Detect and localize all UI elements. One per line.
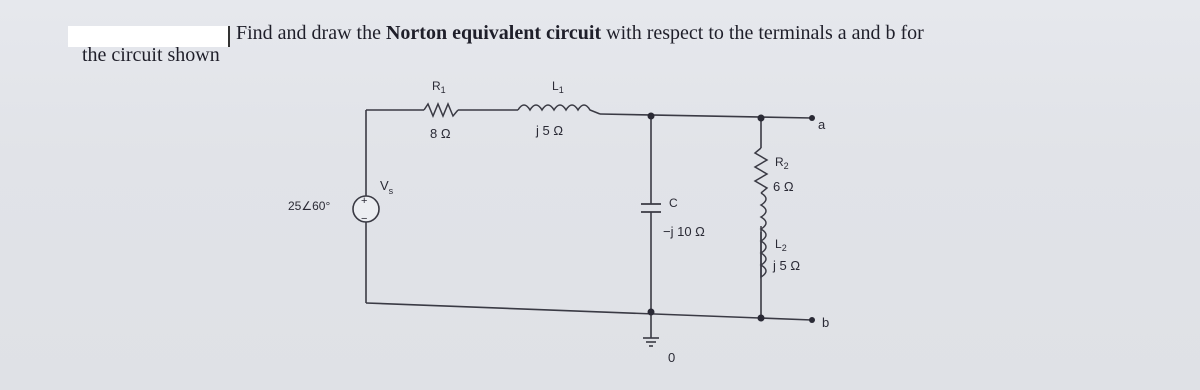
- source-plus: +: [361, 195, 368, 207]
- question-line-2: the circuit shown: [82, 44, 220, 66]
- r2-name: $R_2$: [775, 155, 789, 171]
- wire-top-right: [600, 114, 812, 118]
- question-bold-term: Norton equivalent circuit: [385, 22, 602, 44]
- resistor-r1: [424, 104, 458, 116]
- r2-value: 6 Ω: [773, 179, 794, 194]
- question-prefix: Find and draw the: [236, 22, 381, 44]
- source-minus: −: [361, 213, 368, 225]
- r1-value: 8 Ω: [430, 126, 451, 141]
- inductor-l1: [518, 105, 600, 114]
- c-value: −j 10 Ω: [663, 224, 705, 239]
- inductor-l2: [761, 193, 766, 277]
- source-value: 25∠60°: [288, 199, 331, 213]
- resistor-r2: [755, 148, 767, 193]
- circuit-wires: [366, 110, 812, 338]
- l1-name: $L_1$: [552, 79, 564, 95]
- source-name: $V_s$: [380, 178, 394, 196]
- capacitor-c: [641, 204, 661, 212]
- ground-icon: [643, 338, 659, 346]
- c-name: C: [669, 196, 678, 210]
- l2-name: $L_2$: [775, 237, 787, 253]
- node-top-cap: [648, 113, 655, 120]
- terminal-b-dot: [809, 317, 815, 323]
- l1-value: j 5 Ω: [536, 123, 564, 138]
- terminal-b-label: b: [822, 315, 830, 330]
- wire-bottom: [366, 303, 812, 320]
- ground-label: 0: [668, 350, 676, 365]
- question-suffix: with respect to the terminals a and b for: [606, 22, 924, 44]
- r1-name: $R_1$: [432, 79, 446, 95]
- node-bottom-cap: [648, 309, 655, 316]
- voltage-source: [353, 195, 379, 225]
- terminal-a-dot: [809, 115, 815, 121]
- node-bottom-l2: [758, 315, 765, 322]
- node-top-r2: [758, 115, 765, 122]
- terminal-a-label: a: [818, 117, 826, 132]
- l2-value: j 5 Ω: [773, 258, 801, 273]
